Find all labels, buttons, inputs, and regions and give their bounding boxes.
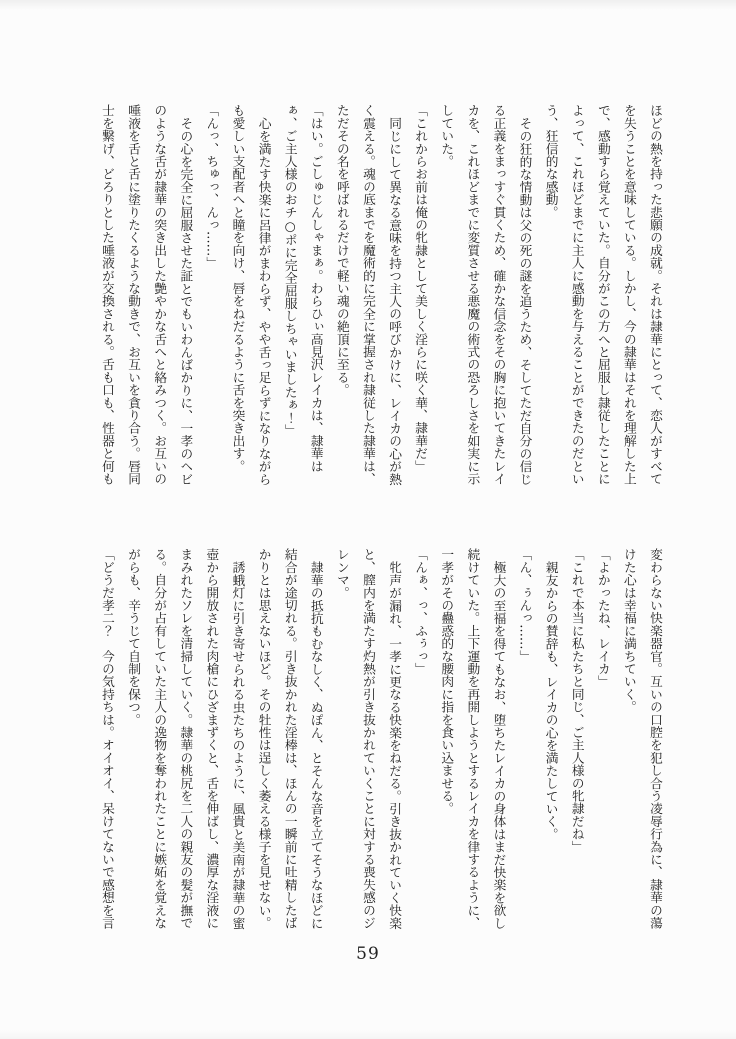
text-column: 隷華の抵抗もむなしく、ぬぽん、とそんな音を立てそうなほどに bbox=[308, 560, 324, 929]
text-column: その心を完全に屈服させた証とでもいわんばかりに、一孝のヘビ bbox=[178, 116, 194, 485]
text-column: 「んぁ、っ、ふぅっ」 bbox=[413, 548, 429, 675]
text-column: 「んっ、ちゅっ、んっ……」 bbox=[204, 104, 220, 270]
text-column: がらも、辛うじて自制を保つ。 bbox=[126, 548, 142, 726]
text-column: 「どうだ孝二？ 今の気持ちは。オイオイ、呆けてないで感想を言 bbox=[100, 548, 116, 929]
text-column: けた心は幸福に満ちていく。 bbox=[621, 548, 637, 714]
text-block-bottom bbox=[90, 548, 668, 934]
text-column: う、狂信的な感動。 bbox=[543, 104, 559, 219]
text-column: く震える。魂の底までを魔術的に完全に掌握され隷従した隷華は、 bbox=[360, 104, 376, 485]
text-column: 唾液を舌と舌に塗りたくるような動きで、お互いを貪り合う。唇同 bbox=[126, 104, 142, 485]
text-column: ぁ、ご主人様のおチ○ポに完全屈服しちゃいましたぁ！」 bbox=[282, 104, 298, 437]
text-column: ほどの熱を持った悲願の成就。それは隷華にとって、恋人がすべて bbox=[648, 104, 663, 485]
page-number: 59 bbox=[356, 944, 380, 964]
text-column: も愛しい支配者へと瞳を向け、唇をねだるように舌を突き出す。 bbox=[230, 104, 246, 473]
text-column: 一孝がその蠱惑的な腰肉に指を食い込ませる。 bbox=[439, 548, 455, 815]
text-column: 同じにして異なる意味を持つ主人の呼びかけに、レイカの心が熱 bbox=[387, 116, 403, 485]
text-column: 結合が途切れる。引き抜かれた淫棒は、ほんの一瞬前に吐精したば bbox=[282, 548, 298, 929]
text-column: 「これで本当に私たちと同じ、ご主人様の牝隷だね」 bbox=[569, 548, 585, 853]
text-column: レンマ。 bbox=[334, 548, 350, 599]
text-column: のような舌が隷華の突き出した艶やかな舌へと絡みつく。お互いの bbox=[152, 104, 168, 485]
text-column: 誘蛾灯に引き寄せられる虫たちのように、風貴と美南が隷華の蜜 bbox=[230, 560, 246, 929]
text-column: カを、これほどまでに変質させる悪魔の術式の恐ろしさを如実に示 bbox=[465, 104, 481, 485]
text-column: 士を繋げ、どろりとした唾液が交換される。舌も口も、性器と何も bbox=[100, 104, 116, 485]
text-column: 「よかったね、レイカ」 bbox=[595, 548, 611, 688]
text-column: 「ん、ぅんっ……」 bbox=[517, 548, 533, 663]
text-column: 親友からの賛辞も、レイカの心を満たしていく。 bbox=[543, 560, 559, 841]
text-column: 続けていた。上下運動を再開しようとするレイカを律するように、 bbox=[465, 548, 481, 929]
text-column: と、膣内を満たす灼熱が引き抜かれていくことに対する喪失感のジ bbox=[360, 548, 376, 929]
text-column: 壺から開放された肉槍にひざまずくと、舌を伸ばし、濃厚な淫液に bbox=[204, 548, 220, 929]
text-column: していた。 bbox=[439, 104, 455, 168]
text-column: 牝声が漏れ、一孝に更なる快楽をねだる。引き抜かれていく快楽 bbox=[387, 560, 403, 929]
text-column: 「これからお前は俺の牝隷として美しく淫らに咲く華、隷華だ」 bbox=[413, 104, 429, 473]
text-column: 変わらない快楽器官。互いの口腔を犯し合う凌辱行為に、隷華の蕩 bbox=[648, 548, 663, 929]
text-column: その狂的な情動は父の死の謎を追うため、そしてただ自分の信じ bbox=[517, 116, 533, 485]
text-column: まみれたソレを清掃していく。隷華の桃尻を二人の親友の髪が撫で bbox=[178, 548, 194, 929]
text-column: 「はい。ごしゅじんしゃまぁ。わらひぃ高見沢レイカは、隷華は bbox=[308, 104, 324, 473]
text-column: 心を満たす快楽に呂律がまわらず、やや舌っ足らずになりながら bbox=[256, 116, 272, 485]
text-column: よって、これほどまでに主人に感動を与えることができたのだとい bbox=[569, 104, 585, 485]
text-column: る正義をまっすぐ貫くため、確かな信念をその胸に抱いてきたレイ bbox=[491, 104, 507, 485]
text-column: で、感動すら覚えていた。自分がこの方へと屈服し隷従したことに bbox=[595, 104, 611, 485]
text-column: 極大の至福を得てもなお、堕ちたレイカの身体はまだ快楽を欲し bbox=[491, 560, 507, 929]
text-column: る。自分が占有していた主人の逸物を奪われたことに嫉妬を覚えな bbox=[152, 548, 168, 929]
text-column: かりとは思えないほど。その牡性は逞しく萎える様子を見せない。 bbox=[256, 548, 272, 929]
text-column: を失うことを意味している。しかし、今の隷華はそれを理解した上 bbox=[621, 104, 637, 485]
text-block-top bbox=[90, 104, 668, 490]
text-column: ただその名を呼ばれるだけで軽い魂の絶頂に至る。 bbox=[334, 104, 350, 397]
